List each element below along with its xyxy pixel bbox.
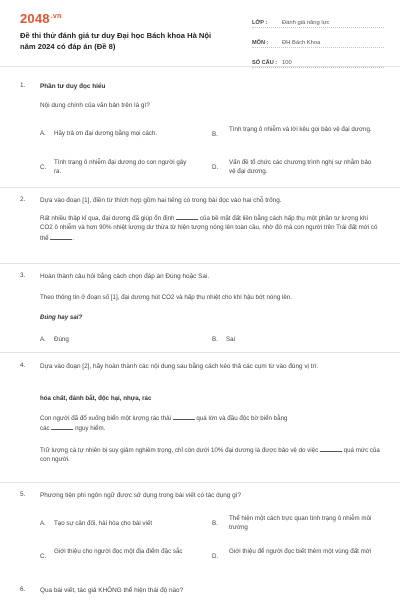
divider (0, 187, 400, 188)
meta-value: 100 (282, 60, 292, 66)
question-text: Dựa vào đoạn [2], hãy hoàn thành các nội dung sau bằng cách kéo thả các cụm từ vào đúng vị trí. (40, 363, 319, 370)
drop-slot-3[interactable] (320, 445, 342, 452)
option-text: Giới thiệu cho người đọc một địa điểm đặc sắc (54, 548, 183, 555)
meta-key: SỐ CÂU : (252, 60, 278, 66)
divider (0, 263, 400, 264)
option-text: Hãy trả ơn đại dương bằng mọi cách. (54, 130, 158, 137)
passage-text: Trữ lượng cá tự nhiên bị suy giảm nghiêm trọng, chỉ còn dưới 10% đại dương là được bảo vệ do việc (40, 447, 319, 454)
option-text: Vấn đề tổ chức các chương trình nghị sự nhằm bảo vệ đại dương. (229, 159, 372, 175)
blank-input-1[interactable] (176, 213, 198, 220)
passage-text: của bề mặt đất liền bằng cách hấp thụ một phần tư lượng khí CO2 ô nhiễm và hơn 90% nhiệt lượng dư thừa từ hiện tượng nóng lên toàn cầu, nhờ đó mà con người trên Trái đất mới có thể (40, 215, 378, 242)
option-letter: D. (212, 553, 219, 560)
question-text: Nội dung chính của văn bản trên là gì? (40, 102, 150, 109)
question-number: 5. (20, 491, 26, 498)
divider (0, 352, 400, 353)
section-title: Phần tư duy đọc hiểu (40, 83, 106, 90)
question-2 (20, 196, 380, 256)
passage-text: Rất nhiều thập kỉ qua, đại dương đã giúp ổn định (40, 215, 175, 222)
drop-slot-1[interactable] (173, 413, 195, 420)
page-title: Đề thi thử đánh giá tư duy Đại học Bách khoa Hà Nội năm 2024 có đáp án (Đề 8) (20, 31, 212, 51)
option-letter: A. (40, 130, 46, 137)
logo-text: 2048 (20, 11, 50, 26)
header (0, 0, 400, 67)
question-number: 6. (20, 586, 26, 593)
passage (40, 445, 380, 465)
meta-key: LỚP : (252, 20, 268, 26)
true-false-prompt: Đúng hay sai? (40, 314, 83, 321)
meta-value: Đánh giá năng lực (282, 20, 330, 26)
passage-text: các (40, 425, 50, 433)
option-text: Đúng (54, 336, 69, 343)
option-text: Tình trạng ô nhiễm đại dương do con người gây ra. (54, 159, 187, 175)
question-text: Qua bài viết, tác giả KHÔNG thể hiện thái độ nào? (40, 587, 184, 594)
passage-text: . (72, 234, 75, 242)
question-1 (20, 82, 380, 182)
meta-value: ĐH Bách Khoa (282, 40, 321, 46)
question-number: 2. (20, 196, 26, 203)
question-4 (20, 362, 380, 482)
option-letter: D. (212, 164, 219, 171)
question-5 (20, 491, 380, 581)
question-text: Dựa vào đoạn [1], điền từ thích hợp gồm hai tiếng có trong bài đọc vào hai chỗ trống. (40, 197, 282, 204)
option-text: Tạo sự cân đối, hài hòa cho bài viết (54, 520, 153, 527)
question-3 (20, 272, 380, 352)
option-text: Tình trạng ô nhiễm và lời kêu gọi bảo vệ đại dương. (229, 126, 372, 133)
question-text: Hoàn thành câu hỏi bằng cách chọn đáp án Đúng hoặc Sai. (40, 273, 210, 280)
exam-meta (252, 12, 384, 72)
question-number: 1. (20, 82, 26, 89)
logo-suffix: .vn (50, 12, 62, 20)
option-letter: B. (212, 520, 218, 527)
meta-row-class (252, 12, 384, 28)
passage (40, 413, 380, 434)
option-letter: C. (40, 553, 47, 560)
site-logo[interactable] (20, 11, 61, 26)
option-text: Giới thiệu để người đọc biết thêm một vùng đất mới (229, 548, 372, 555)
divider (0, 482, 400, 483)
question-text: Phương tiện phi ngôn ngữ được sử dụng trong bài viết có tác dụng gì? (40, 492, 242, 499)
meta-row-count (252, 52, 384, 68)
option-letter: A. (40, 336, 46, 343)
meta-key: MÔN : (252, 40, 269, 46)
passage-text: quá mức của con người. (40, 447, 380, 464)
question-number: 3. (20, 272, 26, 279)
drop-slot-2[interactable] (51, 423, 73, 430)
blank-input-2[interactable] (50, 233, 75, 242)
option-text: Thể hiện một cách trực quan tình trạng ô nhiễm môi trường (229, 515, 372, 531)
option-letter: A. (40, 520, 46, 527)
option-letter: B. (212, 131, 218, 138)
drag-word-bank[interactable]: hóa chất, đánh bắt, độc hại, nhựa, rác (40, 395, 152, 402)
question-6 (20, 586, 380, 600)
passage-text: nguy hiểm. (75, 425, 106, 433)
passage (40, 213, 380, 243)
passage-text: quá lớn và đầu độc bờ biển bằng (196, 415, 288, 422)
option-text: Sai (226, 336, 235, 343)
passage-text: Con người đã đổ xuống biển một lượng rác thải (40, 415, 171, 422)
option-letter: C. (40, 164, 47, 171)
option-letter: B. (212, 336, 218, 343)
passage-text: Theo thông tin ở đoạn số [1], đại dương hút CO2 và hấp thụ nhiệt cho khí hậu bớt nóng lên. (40, 294, 292, 301)
meta-row-subject (252, 32, 384, 48)
question-number: 4. (20, 362, 26, 369)
